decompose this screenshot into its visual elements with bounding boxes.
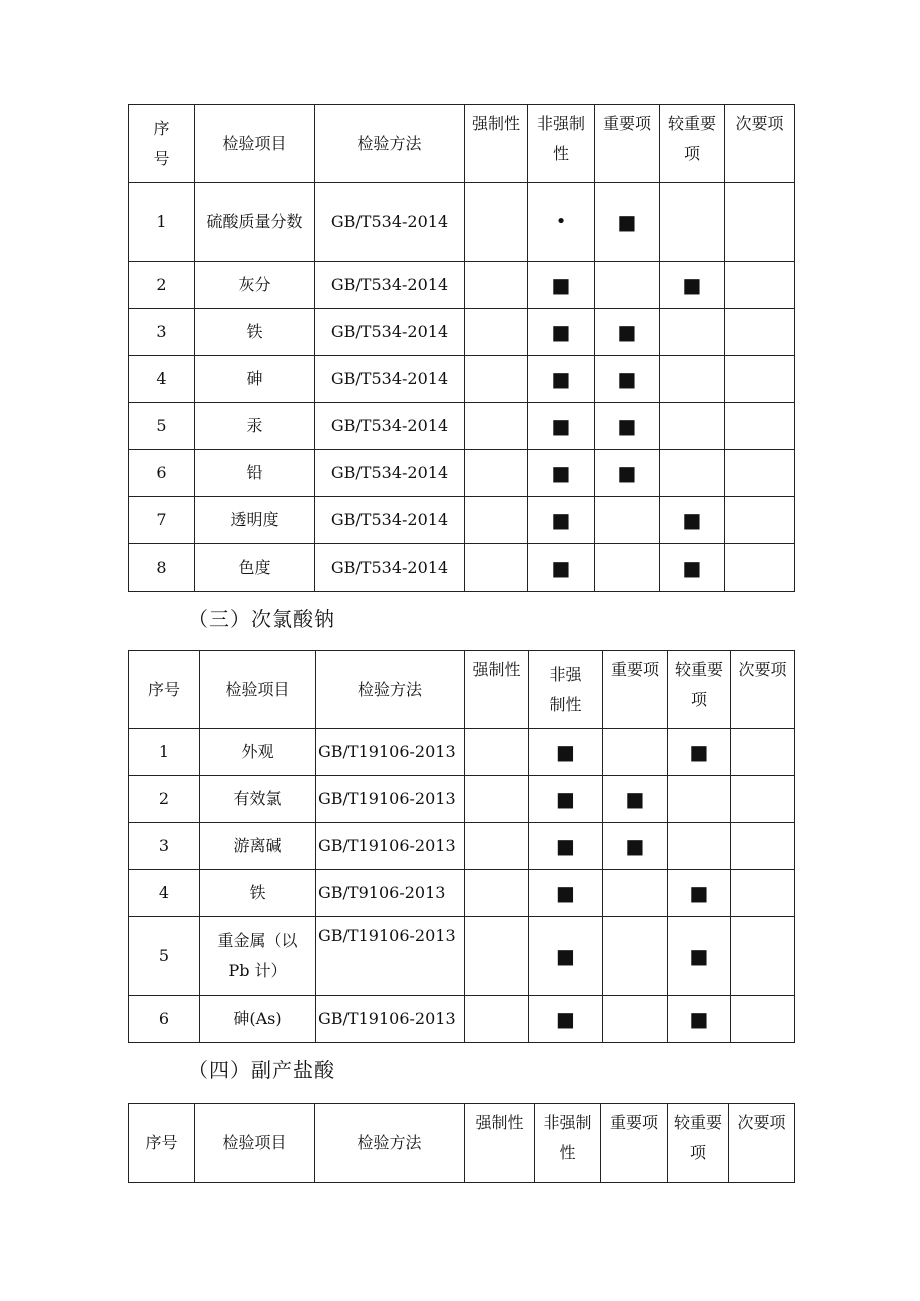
table-sodium-hypochlorite xyxy=(128,650,795,1043)
square-mark: ■ xyxy=(528,262,595,309)
cell-secondary xyxy=(731,870,795,917)
header-seq: 序号 xyxy=(129,651,200,729)
header-important: 重要项 xyxy=(603,651,668,729)
cell-more-important xyxy=(660,309,725,356)
header-more-important: 较重要 项 xyxy=(668,651,731,729)
table-row xyxy=(129,183,795,262)
header-item: 检验项目 xyxy=(195,105,315,183)
cell-secondary xyxy=(731,917,795,996)
cell-more-important xyxy=(660,183,725,262)
table-byproduct-hydrochloric-acid xyxy=(128,1103,795,1183)
cell-mandatory xyxy=(465,356,528,403)
table-row xyxy=(129,544,795,592)
row-seq: 4 xyxy=(129,870,200,917)
cell-mandatory xyxy=(465,183,528,262)
cell-mandatory xyxy=(465,403,528,450)
square-mark: ■ xyxy=(528,544,595,592)
row-seq: 3 xyxy=(129,309,195,356)
square-mark: ■ xyxy=(668,870,731,917)
table-row xyxy=(129,309,795,356)
square-mark: ■ xyxy=(595,403,660,450)
cell-important xyxy=(595,544,660,592)
row-method: GB/T534-2014 xyxy=(315,450,465,497)
square-mark: ■ xyxy=(529,776,603,823)
square-mark: ■ xyxy=(529,823,603,870)
table-sulfuric-acid xyxy=(128,104,795,592)
cell-important xyxy=(603,870,668,917)
cell-more-important xyxy=(668,823,731,870)
square-mark: ■ xyxy=(660,262,725,309)
row-item: 汞 xyxy=(195,403,315,450)
header-more-important: 较重要 项 xyxy=(668,1104,729,1183)
row-seq: 4 xyxy=(129,356,195,403)
row-seq: 5 xyxy=(129,917,200,996)
square-mark: ■ xyxy=(595,183,660,262)
header-secondary: 次要项 xyxy=(729,1104,795,1183)
cell-secondary xyxy=(725,450,795,497)
table-row xyxy=(129,823,795,870)
square-mark: ■ xyxy=(660,544,725,592)
row-seq: 2 xyxy=(129,262,195,309)
cell-important xyxy=(603,996,668,1043)
header-mandatory: 强制性 xyxy=(465,1104,535,1183)
header-seq: 序 号 xyxy=(129,105,195,183)
row-item: 硫酸质量分数 xyxy=(195,183,315,262)
cell-important xyxy=(595,262,660,309)
header-secondary: 次要项 xyxy=(725,105,795,183)
cell-secondary xyxy=(731,729,795,776)
row-item: 重金属（以 Pb 计） xyxy=(200,917,316,996)
row-seq: 3 xyxy=(129,823,200,870)
cell-mandatory xyxy=(465,497,528,544)
header-important: 重要项 xyxy=(601,1104,668,1183)
row-item: 铁 xyxy=(200,870,316,917)
cell-secondary xyxy=(725,403,795,450)
row-item: 游离碱 xyxy=(200,823,316,870)
square-mark: ■ xyxy=(668,996,731,1043)
cell-mandatory xyxy=(465,262,528,309)
cell-secondary xyxy=(725,356,795,403)
row-item: 铅 xyxy=(195,450,315,497)
table-row xyxy=(129,450,795,497)
cell-mandatory xyxy=(465,309,528,356)
header-non-mandatory: 非强制 性 xyxy=(535,1104,601,1183)
square-mark: ■ xyxy=(668,917,731,996)
square-mark: ■ xyxy=(668,729,731,776)
row-method: GB/T19106-2013 xyxy=(316,917,465,996)
row-seq: 1 xyxy=(129,183,195,262)
header-more-important: 较重要 项 xyxy=(660,105,725,183)
table-row xyxy=(129,262,795,309)
square-mark: ■ xyxy=(529,870,603,917)
header-mandatory: 强制性 xyxy=(465,651,529,729)
table-header-row xyxy=(129,651,795,729)
header-secondary: 次要项 xyxy=(731,651,795,729)
square-mark: ■ xyxy=(529,729,603,776)
header-item: 检验项目 xyxy=(195,1104,315,1183)
table-row xyxy=(129,917,795,996)
square-mark: ■ xyxy=(529,996,603,1043)
row-method: GB/T19106-2013 xyxy=(316,996,465,1043)
square-mark: ■ xyxy=(660,497,725,544)
row-seq: 8 xyxy=(129,544,195,592)
square-mark: ■ xyxy=(595,450,660,497)
square-mark: ■ xyxy=(528,450,595,497)
section-heading: （三）次氯酸钠 xyxy=(188,607,335,631)
header-seq: 序号 xyxy=(129,1104,195,1183)
square-mark: ■ xyxy=(595,309,660,356)
row-method: GB/T534-2014 xyxy=(315,497,465,544)
header-non-mandatory: 非强 制性 xyxy=(529,651,603,729)
row-seq: 2 xyxy=(129,776,200,823)
table-row xyxy=(129,497,795,544)
row-item: 灰分 xyxy=(195,262,315,309)
table-row xyxy=(129,776,795,823)
cell-mandatory xyxy=(465,776,529,823)
row-item: 外观 xyxy=(200,729,316,776)
header-item: 检验项目 xyxy=(200,651,316,729)
row-method: GB/T534-2014 xyxy=(315,356,465,403)
cell-secondary xyxy=(731,823,795,870)
cell-more-important xyxy=(660,356,725,403)
square-mark: ■ xyxy=(528,356,595,403)
square-mark: ■ xyxy=(528,497,595,544)
table-row xyxy=(129,870,795,917)
row-item: 色度 xyxy=(195,544,315,592)
cell-secondary xyxy=(731,776,795,823)
table-row xyxy=(129,729,795,776)
cell-mandatory xyxy=(465,917,529,996)
header-non-mandatory: 非强制 性 xyxy=(528,105,595,183)
cell-secondary xyxy=(725,497,795,544)
square-mark: ■ xyxy=(528,309,595,356)
cell-more-important xyxy=(660,450,725,497)
row-method: GB/T19106-2013 xyxy=(316,729,465,776)
dot-mark: • xyxy=(528,183,595,262)
table-row xyxy=(129,356,795,403)
square-mark: ■ xyxy=(528,403,595,450)
square-mark: ■ xyxy=(595,356,660,403)
row-seq: 6 xyxy=(129,450,195,497)
header-method: 检验方法 xyxy=(316,651,465,729)
row-seq: 5 xyxy=(129,403,195,450)
row-method: GB/T534-2014 xyxy=(315,262,465,309)
header-method: 检验方法 xyxy=(315,1104,465,1183)
cell-secondary xyxy=(731,996,795,1043)
table-header-row xyxy=(129,1104,795,1183)
row-seq: 6 xyxy=(129,996,200,1043)
row-item: 有效氯 xyxy=(200,776,316,823)
cell-more-important xyxy=(668,776,731,823)
cell-mandatory xyxy=(465,996,529,1043)
table-row xyxy=(129,996,795,1043)
row-method: GB/T534-2014 xyxy=(315,403,465,450)
row-method: GB/T534-2014 xyxy=(315,309,465,356)
cell-secondary xyxy=(725,262,795,309)
table-header-row xyxy=(129,105,795,183)
cell-secondary xyxy=(725,309,795,356)
row-method: GB/T534-2014 xyxy=(315,544,465,592)
header-important: 重要项 xyxy=(595,105,660,183)
cell-mandatory xyxy=(465,823,529,870)
row-seq: 1 xyxy=(129,729,200,776)
row-item: 砷 xyxy=(195,356,315,403)
square-mark: ■ xyxy=(603,776,668,823)
row-item: 砷(As) xyxy=(200,996,316,1043)
row-method: GB/T534-2014 xyxy=(315,183,465,262)
cell-secondary xyxy=(725,544,795,592)
cell-mandatory xyxy=(465,544,528,592)
cell-secondary xyxy=(725,183,795,262)
cell-more-important xyxy=(660,403,725,450)
cell-mandatory xyxy=(465,450,528,497)
header-method: 检验方法 xyxy=(315,105,465,183)
cell-important xyxy=(603,729,668,776)
row-method: GB/T19106-2013 xyxy=(316,776,465,823)
row-seq: 7 xyxy=(129,497,195,544)
section-heading: （四）副产盐酸 xyxy=(188,1058,335,1082)
header-mandatory: 强制性 xyxy=(465,105,528,183)
square-mark: ■ xyxy=(603,823,668,870)
row-item: 透明度 xyxy=(195,497,315,544)
cell-important xyxy=(603,917,668,996)
row-item: 铁 xyxy=(195,309,315,356)
square-mark: ■ xyxy=(529,917,603,996)
cell-mandatory xyxy=(465,729,529,776)
row-method: GB/T9106-2013 xyxy=(316,870,465,917)
table-row xyxy=(129,403,795,450)
cell-mandatory xyxy=(465,870,529,917)
row-method: GB/T19106-2013 xyxy=(316,823,465,870)
cell-important xyxy=(595,497,660,544)
